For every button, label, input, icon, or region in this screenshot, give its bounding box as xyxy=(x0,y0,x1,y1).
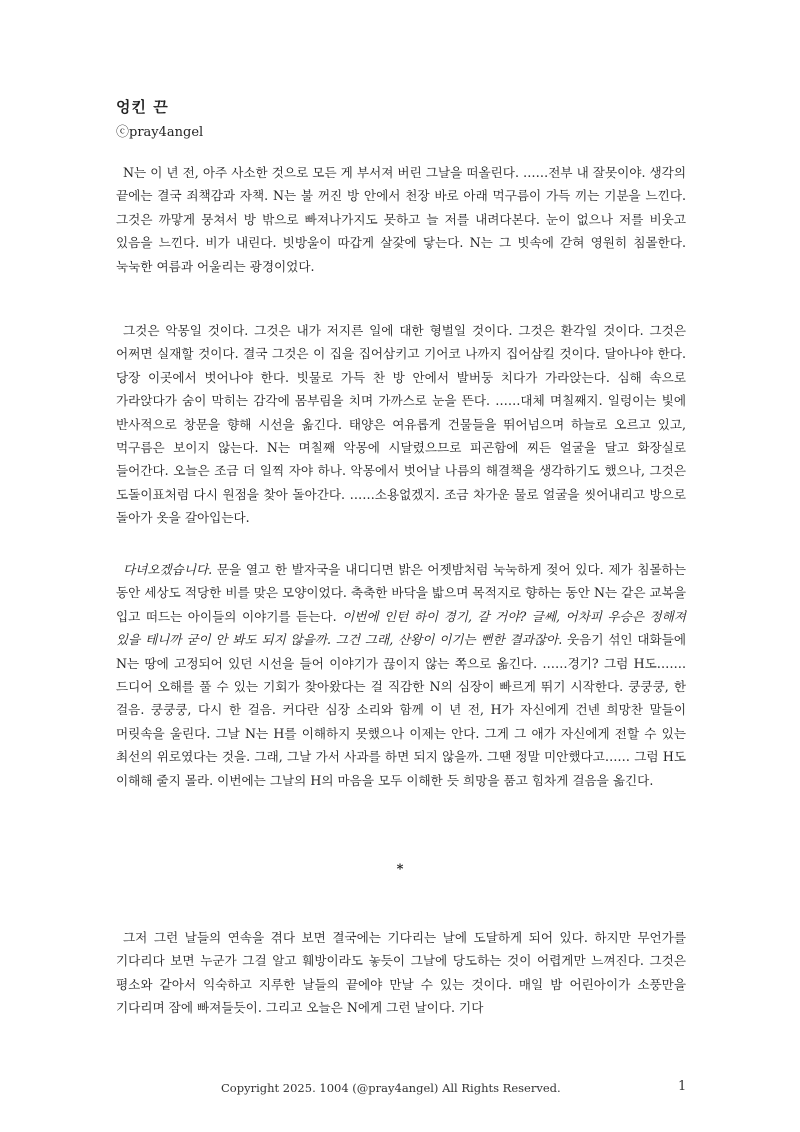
body-paragraph xyxy=(116,558,686,792)
italic-text-run: 다녀오겠습니다. xyxy=(123,562,213,577)
story-title: 엉킨 끈 xyxy=(116,98,169,116)
copyright-notice: Copyright 2025. 1004 (@pray4angel) All Rights Reserved. xyxy=(221,1081,561,1095)
page-number: 1 xyxy=(678,1079,687,1094)
text-run: 웃음기 섞인 대화들에 N는 땅에 고정되어 있던 시선을 들어 이야기가 끊이지 않는 쪽으로 옮긴다. ……경기? 그럼 H도……. 드디어 오해를 풀 수 있는 기회가 찾아왔다는 걸 직감한 N의 심장이 빠르게 뛰기 시작한다. 쿵쿵쿵, 한 걸음. 쿵쿵쿵, 다시 한 걸음. 커다란 심장 소리와 함께 이 년 전, H가 자신에게 건넨 희망찬 말들이 머릿속을 울린다. 그날 N는 H를 이해하지 못했으나 이제는 안다. 그게 그 애가 자신에게 전할 수 있는 최선의 위로였다는 것을. 그래, 그날 가서 사과를 하면 되지 않을까. 그땐 정말 미안했다고…… 그럼 H도 이해해 줄지 몰라. 이번에는 그날의 H의 마음을 모두 이해한 듯 희망을 품고 힘차게 걸음을 옮긴다. xyxy=(116,632,686,788)
author-credit: ⓒpray4angel xyxy=(116,125,204,140)
body-paragraph xyxy=(116,926,686,1020)
text-run: 그저 그런 날들의 연속을 겪다 보면 결국에는 기다리는 날에 도달하게 되어 있다. 하지만 무언가를 기다리다 보면 누군가 그걸 알고 훼방이라도 놓듯이 그날에 당도하는 것이 어렵게만 느껴진다. 그것은 평소와 같아서 익숙하고 지루한 날들의 끝에야 만날 수 있는 것이다. 매일 밤 어린아이가 소풍만을 기다리며 잠에 빠져들듯이. 그리고 오늘은 N에게 그런 날이다. 기다 xyxy=(116,930,686,1016)
italic-text-run: 이번에 인턴 하이 경기, 갈 거야? 글쎄, 어차피 우승은 정해져 있을 테니까 굳이 안 봐도 되지 않을까. 그건 그래, 산왕이 이기는 뻔한 결과잖아. xyxy=(116,608,686,648)
text-run: N는 이 년 전, 아주 사소한 것으로 모든 게 부서져 버린 그날을 떠올린다. ……전부 내 잘못이야. 생각의 끝에는 결국 죄책감과 자책. N는 불 꺼진 방 안에서 천장 바로 아래 먹구름이 가득 끼는 기분을 느낀다. 그것은 까맣게 뭉쳐서 방 밖으로 빠져나가지도 못하고 늘 저를 내려다본다. 눈이 없으나 저를 비웃고 있음을 느낀다. 비가 내린다. 빗방울이 따갑게 살갗에 닿는다. N는 그 빗속에 갇혀 영원히 침몰한다. 눅눅한 여름과 어울리는 광경이었다. xyxy=(116,165,686,274)
body-paragraph xyxy=(116,319,686,530)
body-paragraph xyxy=(116,161,686,278)
text-run: 그것은 악몽일 것이다. 그것은 내가 저지른 일에 대한 형벌일 것이다. 그것은 환각일 것이다. 그것은 어쩌면 실재할 것이다. 결국 그것은 이 집을 집어삼키고 기어코 나까지 집어삼킬 것이다. 달아나야 한다. 당장 이곳에서 벗어나야 한다. 빗물로 가득 찬 방 안에서 발버둥 치다가 가라앉는다. 심해 속으로 가라앉다가 숨이 막히는 감각에 몸부림을 치며 가까스로 눈을 뜬다. ……대체 며칠째지. 일렁이는 빛에 반사적으로 창문을 향해 시선을 옮긴다. 태양은 여유롭게 건물들을 뛰어넘으며 하늘로 오르고 있고, 먹구름은 보이지 않는다. N는 며칠째 악몽에 시달렸으므로 피곤함에 찌든 얼굴을 달고 화장실로 들어간다. 오늘은 조금 더 일찍 자야 하나. 악몽에서 벗어날 나름의 해결책을 생각하기도 했으나, 그것은 도돌이표처럼 다시 원점을 찾아 돌아간다. ……소용없겠지. 조금 차가운 물로 얼굴을 씻어내리고 방으로 돌아가 옷을 갈아입는다. xyxy=(116,323,686,526)
text-run: 문을 열고 한 발자국을 내디디면 밝은 어젯밤처럼 눅눅하게 젖어 있다. 제가 침몰하는 동안 세상도 적당한 비를 맞은 모양이었다. 축축한 바닥을 밟으며 목적지로 향하는 동안 N는 같은 교복을 입고 떠드는 아이들의 이야기를 듣는다. xyxy=(116,562,686,624)
section-separator: * xyxy=(396,862,404,877)
